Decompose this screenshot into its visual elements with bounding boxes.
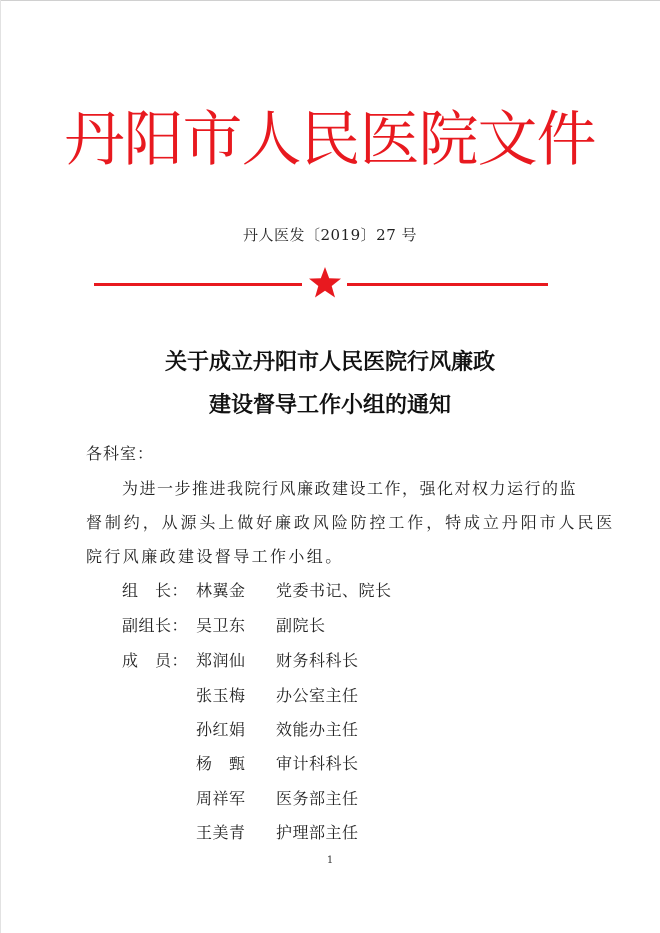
red-star-icon (307, 265, 343, 301)
member-name: 吴卫东 (196, 616, 246, 635)
red-rule-left (94, 283, 302, 286)
body-line-1: 为进一步推进我院行风廉政建设工作，强化对权力运行的监 (122, 479, 578, 498)
member-name: 孙红娟 (196, 720, 246, 739)
member-title: 审计科科长 (276, 754, 359, 773)
masthead-title: 丹阳市人民医院文件 (64, 105, 596, 175)
body-line-2: 督制约，从源头上做好廉政风险防控工作，特成立丹阳市人民医 (86, 513, 616, 532)
member-title: 副院长 (276, 616, 326, 635)
member-name: 郑润仙 (196, 651, 246, 670)
member-title: 党委书记、院长 (276, 581, 392, 600)
member-name: 张玉梅 (196, 686, 246, 705)
member-title: 财务科科长 (276, 651, 359, 670)
member-role: 成 员： (122, 651, 189, 670)
member-title: 效能办主任 (276, 720, 359, 739)
member-name: 林翼金 (196, 581, 246, 600)
member-role: 组 长： (122, 581, 189, 600)
member-title: 办公室主任 (276, 686, 359, 705)
member-title: 护理部主任 (276, 823, 359, 842)
notice-title-line-2: 建设督导工作小组的通知 (208, 392, 451, 418)
page-number: 1 (326, 855, 334, 866)
red-rule-right (347, 283, 548, 286)
salutation: 各科室： (86, 444, 155, 463)
member-role: 副组长： (122, 616, 189, 635)
member-name: 杨 甄 (196, 754, 246, 773)
body-line-3: 院行风廉政建设督导工作小组。 (86, 547, 344, 566)
member-title: 医务部主任 (276, 789, 359, 808)
member-name: 周祥军 (196, 789, 246, 808)
document-number: 丹人医发〔2019〕27 号 (242, 226, 418, 244)
member-name: 王美青 (196, 823, 246, 842)
page-top-edge (0, 0, 660, 1)
notice-title-line-1: 关于成立丹阳市人民医院行风廉政 (164, 349, 495, 375)
